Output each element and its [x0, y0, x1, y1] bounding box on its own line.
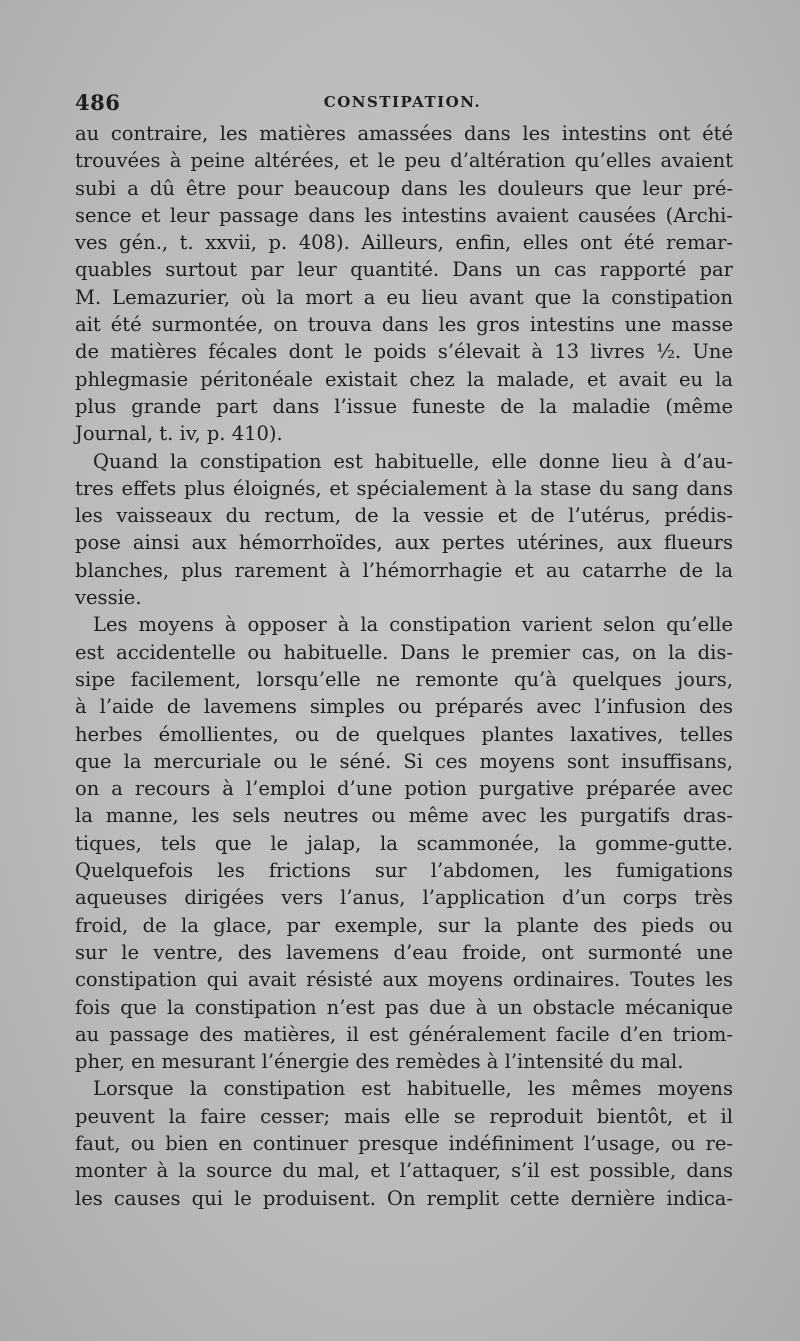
- text-line: vessie.: [75, 586, 142, 610]
- text-line: phlegmasie péritonéale existait chez la malade, et avait eu la: [75, 367, 733, 391]
- text-line: au passage des matières, il est généralement facile d’en triom-: [75, 1022, 733, 1046]
- text-line: Journal, t. iv, p. 410).: [75, 422, 283, 446]
- page-header: [75, 90, 730, 114]
- text-line: fois que la constipation n’est pas due à un obstacle mécanique: [75, 995, 733, 1019]
- text-line: sence et leur passage dans les intestins avaient causées (Archi-: [75, 203, 733, 227]
- text-line: que la mercuriale ou le séné. Si ces moyens sont insuffisans,: [75, 749, 733, 773]
- text-line: sipe facilement, lorsqu’elle ne remonte qu’à quelques jours,: [75, 667, 733, 691]
- text-line: sur le ventre, des lavemens d’eau froide, ont surmonté une: [75, 940, 733, 964]
- text-line: est accidentelle ou habituelle. Dans le premier cas, on la dis-: [75, 640, 733, 664]
- text-line: Quand la constipation est habituelle, elle donne lieu à d’au-: [93, 449, 733, 473]
- text-line: pose ainsi aux hémorrhoïdes, aux pertes utérines, aux flueurs: [75, 531, 733, 555]
- text-line: de matières fécales dont le poids s’élevait à 13 livres ½. Une: [75, 340, 733, 364]
- text-line: herbes émollientes, ou de quelques plantes laxatives, telles: [75, 722, 733, 746]
- text-line: ait été surmontée, on trouva dans les gros intestins une masse: [75, 313, 733, 337]
- text-line: Les moyens à opposer à la constipation varient selon qu’elle: [93, 613, 733, 637]
- text-line: blanches, plus rarement à l’hémorrhagie et au catarrhe de la: [75, 558, 733, 582]
- text-line: on a recours à l’emploi d’une potion purgative préparée avec: [75, 777, 733, 801]
- running-head: CONSTIPATION.: [323, 93, 482, 111]
- text-line: plus grande part dans l’issue funeste de la maladie (même: [75, 394, 733, 418]
- text-line: trouvées à peine altérées, et le peu d’altération qu’elles avaient: [75, 149, 733, 173]
- text-line: tres effets plus éloignés, et spécialement à la stase du sang dans: [75, 476, 733, 500]
- text-line: monter à la source du mal, et l’attaquer, s’il est possible, dans: [75, 1159, 733, 1183]
- body-text: [75, 120, 733, 1212]
- text-line: faut, ou bien en continuer presque indéfiniment l’usage, ou re-: [75, 1131, 733, 1155]
- text-line: la manne, les sels neutres ou même avec les purgatifs dras-: [75, 804, 733, 828]
- page-number: 486: [75, 90, 121, 115]
- text-line: pher, en mesurant l’énergie des remèdes à l’intensité du mal.: [75, 1050, 684, 1074]
- text-line: tiques, tels que le jalap, la scammonée, la gomme-gutte.: [75, 831, 733, 855]
- text-line: à l’aide de lavemens simples ou préparés avec l’infusion des: [75, 695, 733, 719]
- text-line: peuvent la faire cesser; mais elle se reproduit bientôt, et il: [75, 1104, 733, 1128]
- text-line: froid, de la glace, par exemple, sur la plante des pieds ou: [75, 913, 733, 937]
- text-line: ves gén., t. xxvii, p. 408). Ailleurs, enfin, elles ont été remar-: [75, 231, 733, 255]
- text-line: les causes qui le produisent. On remplit cette dernière indica-: [75, 1186, 733, 1210]
- text-line: aqueuses dirigées vers l’anus, l’application d’un corps très: [75, 886, 733, 910]
- text-line: les vaisseaux du rectum, de la vessie et de l’utérus, prédis-: [75, 504, 733, 528]
- text-line: M. Lemazurier, où la mort a eu lieu avant que la constipation: [75, 285, 733, 309]
- text-line: Quelquefois les frictions sur l’abdomen, les fumigations: [75, 859, 733, 883]
- text-line: au contraire, les matières amassées dans les intestins ont été: [75, 122, 733, 145]
- text-line: subi a dû être pour beaucoup dans les douleurs que leur pré-: [75, 176, 733, 200]
- text-line: constipation qui avait résisté aux moyens ordinaires. Toutes les: [75, 968, 733, 992]
- text-line: quables surtout par leur quantité. Dans un cas rapporté par: [75, 258, 733, 282]
- text-line: Lorsque la constipation est habituelle, les mêmes moyens: [93, 1077, 733, 1101]
